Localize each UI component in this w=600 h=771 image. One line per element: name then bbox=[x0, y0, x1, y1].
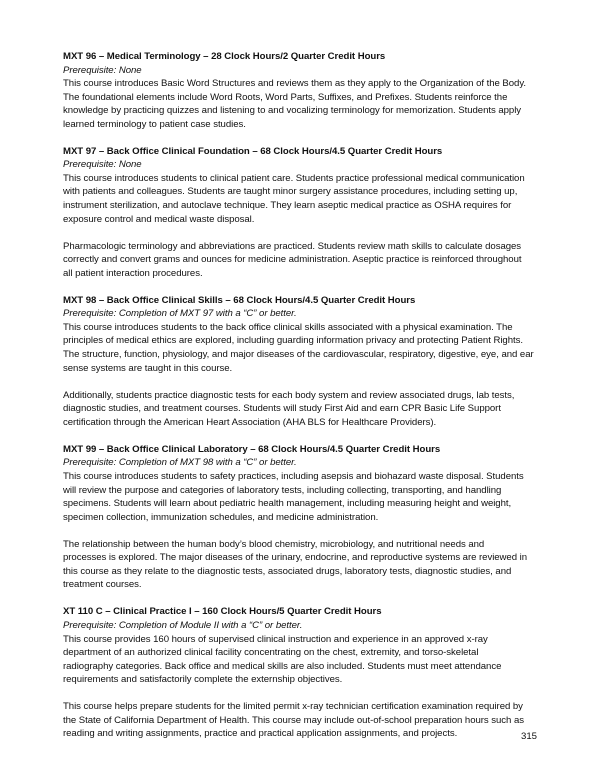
text-line: sense systems are taught in this course. bbox=[63, 362, 233, 374]
text-line: reading and writing assignments, practice and practical application assignments, and projects. bbox=[63, 728, 458, 740]
text-line: instrument sterilization, and autoclave technique. They learn aseptic medical practice as OSHA requires for bbox=[63, 200, 512, 212]
text-line: learned terminology to patient case studies. bbox=[63, 118, 246, 130]
text-line: treatment courses. bbox=[63, 579, 142, 591]
text-line: This course helps prepare students for the limited permit x-ray technician certification examination required by bbox=[63, 701, 523, 713]
text-line: This course provides 160 hours of supervised clinical instruction and experience in an approved x-ray bbox=[63, 633, 488, 645]
text-line: with patients and colleagues. Students are taught minor surgery assistance procedures, including setting up, bbox=[63, 186, 518, 198]
course-description-paragraph bbox=[63, 633, 533, 687]
course-description-paragraph bbox=[63, 321, 533, 375]
text-line: correctly and convert grams and ounces for medicine administration. Aseptic practice is reinforced throughout bbox=[63, 254, 522, 266]
course-section-xt-110c bbox=[63, 605, 533, 740]
course-section-mxt-96 bbox=[63, 50, 533, 131]
text-line: processes is explored. The major diseases of the urinary, endocrine, and reproductive systems are reviewed in bbox=[63, 552, 527, 564]
text-line: This course introduces students to the back office clinical skills associated with a physical examination. The bbox=[63, 321, 513, 333]
text-line: This course introduces Basic Word Structures and reviews them as they apply to the Organization of the Body. bbox=[63, 78, 526, 90]
course-prerequisite: Prerequisite: None bbox=[63, 64, 142, 76]
course-prerequisite: Prerequisite: Completion of Module II with a “C” or better. bbox=[63, 619, 303, 631]
text-line: radiography categories. Back office and medical skills are also included. Students must meet attendance bbox=[63, 660, 502, 672]
course-description-paragraph bbox=[63, 538, 533, 592]
course-description-paragraph bbox=[63, 172, 533, 226]
text-line: department of an authorized clinical facility concentrating on the chest, extremity, and torso-skeletal bbox=[63, 647, 479, 659]
text-line: The foundational elements include Word Roots, Word Parts, Suffixes, and Prefixes. Students reinforce the bbox=[63, 91, 508, 103]
text-line: This course introduces students to safety practices, including asepsis and biohazard waste disposal. Students bbox=[63, 470, 524, 482]
course-heading: MXT 96 – Medical Terminology – 28 Clock Hours/2 Quarter Credit Hours bbox=[63, 51, 386, 62]
course-prerequisite: Prerequisite: Completion of MXT 97 with a “C” or better. bbox=[63, 308, 297, 320]
course-prerequisite: Prerequisite: None bbox=[63, 159, 142, 171]
text-line: Pharmacologic terminology and abbreviations are practiced. Students review math skills to calculate dosages bbox=[63, 240, 522, 252]
course-heading: MXT 98 – Back Office Clinical Skills – 68 Clock Hours/4.5 Quarter Credit Hours bbox=[63, 294, 416, 306]
text-line: principles of medical ethics are explored, including guarding information privacy and protecting Patient Rights. bbox=[63, 335, 523, 347]
course-section-mxt-98 bbox=[63, 294, 533, 429]
text-line: The structure, function, physiology, and major diseases of the cardiovascular, respiratory, digestive, eye, and ear bbox=[63, 349, 534, 361]
course-section-mxt-97 bbox=[63, 145, 533, 280]
course-description-paragraph bbox=[63, 389, 533, 430]
course-description-paragraph bbox=[63, 700, 533, 741]
text-line: specimens. Students will learn about pediatric health management, including measuring height and weight, bbox=[63, 498, 512, 510]
text-line: The relationship between the human body’s blood chemistry, microbiology, and nutritional needs and bbox=[63, 538, 485, 550]
text-line: will review the purpose and categories of laboratory tests, including collecting, transporting, and handling bbox=[63, 484, 502, 496]
course-description-paragraph bbox=[63, 240, 533, 281]
text-line: exposure control and medical waste disposal. bbox=[63, 213, 255, 225]
course-description-paragraph bbox=[63, 77, 533, 131]
text-line: all patient interaction procedures. bbox=[63, 267, 203, 279]
text-line: certification through the American Heart Association (AHA BLS for Healthcare Providers). bbox=[63, 416, 437, 428]
text-line: diagnostic studies, and treatment courses. Students will study First Aid and earn CPR Basic Life Support bbox=[63, 403, 501, 415]
course-prerequisite: Prerequisite: Completion of MXT 98 with a “C” or better. bbox=[63, 457, 297, 469]
course-heading: MXT 97 – Back Office Clinical Foundation – 68 Clock Hours/4.5 Quarter Credit Hours bbox=[63, 145, 443, 157]
text-line: requirements and satisfactorily complete the externship objectives. bbox=[63, 674, 343, 686]
course-description-paragraph bbox=[63, 470, 533, 524]
text-line: this course as they relate to the diagnostic tests, associated drugs, laboratory tests, diagnostic studies, and bbox=[63, 565, 512, 577]
page-number: 315 bbox=[521, 731, 538, 742]
text-line: This course introduces students to clinical patient care. Students practice professional medical communication bbox=[63, 172, 525, 184]
text-line: Additionally, students practice diagnostic tests for each body system and review associated drugs, lab tests, bbox=[63, 389, 515, 401]
course-section-mxt-99 bbox=[63, 443, 533, 592]
course-heading: XT 110 C – Clinical Practice I – 160 Clock Hours/5 Quarter Credit Hours bbox=[63, 606, 382, 618]
text-line: knowledge by practicing quizzes and listening to and vocalizing terminology for memorization. Students apply bbox=[63, 105, 522, 117]
text-line: specimen collection, immunization schedules, and medicine administration. bbox=[63, 511, 379, 523]
course-heading: MXT 99 – Back Office Clinical Laboratory – 68 Clock Hours/4.5 Quarter Credit Hours bbox=[63, 443, 441, 455]
document-page bbox=[63, 50, 533, 754]
text-line: the State of California Department of Health. This course may include out-of-school preparation hours such as bbox=[63, 714, 524, 726]
